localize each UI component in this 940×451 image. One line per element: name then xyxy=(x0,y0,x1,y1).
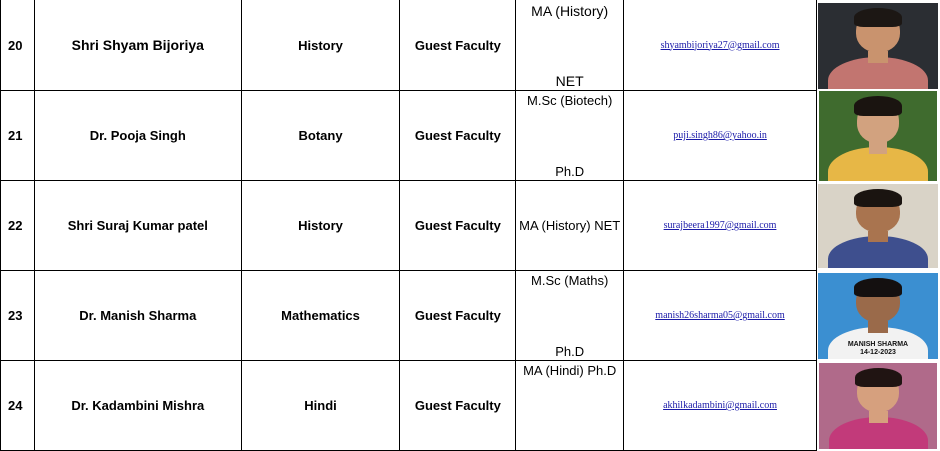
designation: Guest Faculty xyxy=(400,271,516,361)
email-cell xyxy=(624,0,817,91)
qualification xyxy=(516,271,624,361)
designation: Guest Faculty xyxy=(400,0,516,91)
email-link[interactable]: puji.singh86@yahoo.in xyxy=(673,130,767,141)
email-cell xyxy=(624,181,817,271)
designation: Guest Faculty xyxy=(400,91,516,181)
faculty-name: Dr. Kadambini Mishra xyxy=(34,361,241,451)
qualification xyxy=(516,91,624,181)
serial-number: 21 xyxy=(1,91,35,181)
table-row xyxy=(1,91,940,181)
faculty-name: Shri Suraj Kumar patel xyxy=(34,181,241,271)
subject: History xyxy=(241,0,400,91)
serial-number: 22 xyxy=(1,181,35,271)
qualification-degree: MA (Hindi) Ph.D xyxy=(523,363,617,378)
faculty-name: Shri Shyam Bijoriya xyxy=(34,0,241,91)
qualification-extra: Ph.D xyxy=(555,164,585,179)
faculty-photo xyxy=(818,273,938,359)
subject: Hindi xyxy=(241,361,400,451)
faculty-name: Dr. Pooja Singh xyxy=(34,91,241,181)
qualification xyxy=(516,0,624,91)
faculty-photo xyxy=(818,3,938,89)
table-row xyxy=(1,271,940,361)
qualification-extra: Ph.D xyxy=(555,344,585,359)
serial-number: 24 xyxy=(1,361,35,451)
photo-cell xyxy=(816,0,939,91)
subject: Mathematics xyxy=(241,271,400,361)
qualification-degree: MA (History) xyxy=(531,2,609,19)
serial-number: 23 xyxy=(1,271,35,361)
email-cell xyxy=(624,271,817,361)
faculty-photo xyxy=(819,91,937,181)
faculty-photo xyxy=(819,363,937,449)
qualification-degree: M.Sc (Biotech) xyxy=(527,93,613,108)
photo-cell xyxy=(816,91,939,181)
photo-cell xyxy=(816,361,939,451)
qualification-degree: M.Sc (Maths) xyxy=(531,273,609,288)
table-row xyxy=(1,181,940,271)
email-link[interactable]: manish26sharma05@gmail.com xyxy=(655,310,785,321)
email-link[interactable]: shyambijoriya27@gmail.com xyxy=(660,39,780,51)
photo-cell xyxy=(816,271,939,361)
subject: Botany xyxy=(241,91,400,181)
email-link[interactable]: surajbeera1997@gmail.com xyxy=(663,220,777,231)
designation: Guest Faculty xyxy=(400,361,516,451)
table-row xyxy=(1,361,940,451)
qualification xyxy=(516,181,624,271)
table-row xyxy=(1,0,940,91)
photo-cell xyxy=(816,181,939,271)
subject: History xyxy=(241,181,400,271)
faculty-name: Dr. Manish Sharma xyxy=(34,271,241,361)
qualification-extra: NET xyxy=(555,72,584,89)
email-cell xyxy=(624,361,817,451)
email-link[interactable]: akhilkadambini@gmail.com xyxy=(663,400,777,411)
qualification xyxy=(516,361,624,451)
serial-number: 20 xyxy=(1,0,35,91)
email-cell xyxy=(624,91,817,181)
photo-caption: MANISH SHARMA 14-12-2023 xyxy=(847,340,909,356)
faculty-photo xyxy=(818,184,938,268)
qualification-degree: MA (History) NET xyxy=(519,218,621,233)
designation: Guest Faculty xyxy=(400,181,516,271)
